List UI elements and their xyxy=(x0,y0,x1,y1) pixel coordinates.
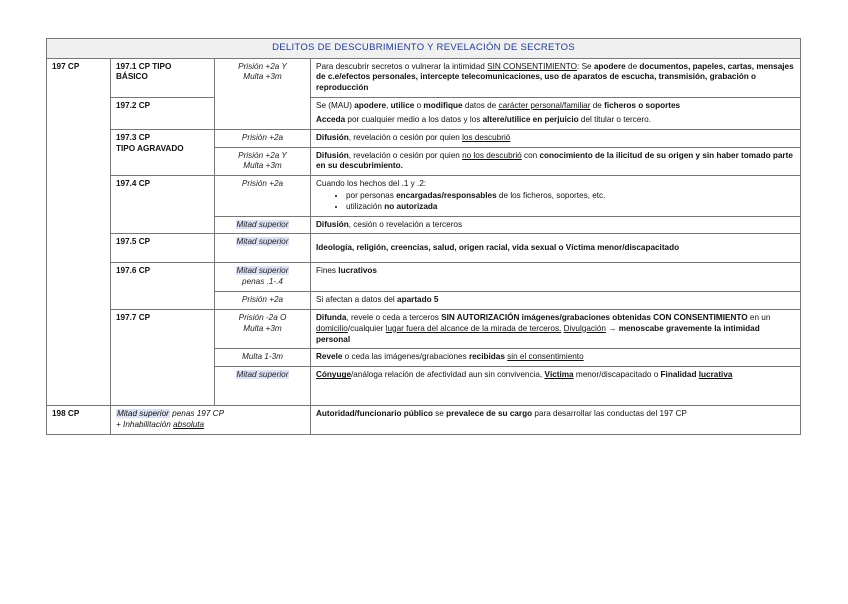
penalty-cell: Multa 1-3m xyxy=(215,349,311,367)
description-cell: Difusión, cesión o revelación a terceros xyxy=(311,216,801,234)
penalty-cell: Prisión -2a O Multa +3m xyxy=(215,309,311,348)
description-cell: Se (MAU) apodere, utilice o modifique datos de carácter personal/familiar de ficheros o soportes Acceda por cualquier medio a los datos y los altere/utilice en perjuicio del titular o tercero. xyxy=(311,98,801,130)
penalty-cell: Mitad superior xyxy=(215,367,311,406)
penalty-cell: Mitad superior xyxy=(215,216,311,234)
list-item: • por personas encargadas/responsables de los ficheros, soportes, etc. xyxy=(346,191,795,202)
penalty-cell: Prisión +2a xyxy=(215,292,311,310)
description-cell: Cónyuge/análoga relación de afectividad aun sin convivencia, Víctima menor/discapacitado o Finalidad lucrativa xyxy=(311,367,801,406)
penalty-cell: Prisión +2a Y Multa +3m xyxy=(215,147,311,176)
table-row xyxy=(47,406,801,435)
description-cell: Difusión, revelación o cesión por quien no los descubrió con conocimiento de la ilicitud de su origen y sin haber tomado parte en su descubrimiento. xyxy=(311,147,801,176)
description-cell: Difusión, revelación o cesión por quien los descubrió xyxy=(311,129,801,147)
bullet-list xyxy=(316,191,795,213)
title-row xyxy=(47,39,801,59)
arrow-right-icon: → xyxy=(605,323,619,333)
penalty-cell: Prisión +2a xyxy=(215,129,311,147)
description-cell: Si afectan a datos del apartado 5 xyxy=(311,292,801,310)
subarticle-197-1: 197.1 CP TIPO BÁSICO xyxy=(111,58,215,97)
penalty-cell: Mitad superior penas 197 CP + Inhabilitación absoluta xyxy=(111,406,311,435)
subarticle-197-6: 197.6 CP xyxy=(111,263,215,309)
description-cell: Difunda, revele o ceda a terceros SIN AUTORIZACIÓN imágenes/grabaciones obtenidas CON CONSENTIMIENTO en un domicilio/cualquier lugar fuera del alcance de la mirada de terceros. Divulgación → menoscabe gravemente la intimidad personal xyxy=(311,309,801,348)
penalty-cell: Prisión +2a xyxy=(215,176,311,216)
description-cell: Ideología, religión, creencias, salud, origen racial, vida sexual o Víctima menor/discapacitado xyxy=(311,234,801,263)
subarticle-197-4: 197.4 CP xyxy=(111,176,215,234)
description-cell: Autoridad/funcionario público se prevalece de su cargo para desarrollar las conductas del 197 CP xyxy=(311,406,801,435)
article-198: 198 CP xyxy=(47,406,111,435)
list-item: • utilización no autorizada xyxy=(346,202,795,213)
table-row xyxy=(47,309,801,348)
description-cell: Para descubrir secretos o vulnerar la intimidad SIN CONSENTIMIENTO: Se apodere de documentos, papeles, cartas, mensajes de c.e/efectos personales, intercepte telecomunicaciones, uso de aparatos de escucha, transmisión, grabación o reproducción xyxy=(311,58,801,97)
subarticle-197-7: 197.7 CP xyxy=(111,309,215,405)
table-row xyxy=(47,234,801,263)
penalty-cell: Prisión +2a Y Multa +3m xyxy=(215,58,311,129)
penalty-cell: Mitad superior penas .1-.4 xyxy=(215,263,311,292)
table-row xyxy=(47,98,801,130)
crimes-table xyxy=(46,38,801,435)
subarticle-197-5: 197.5 CP xyxy=(111,234,215,263)
penalty-cell: Mitad superior xyxy=(215,234,311,263)
table-row xyxy=(47,58,801,97)
description-cell: Cuando los hechos del .1 y .2: • por personas encargadas/responsables de los ficheros, soportes, etc. • utilización no autorizada xyxy=(311,176,801,216)
description-cell: Fines lucrativos xyxy=(311,263,801,292)
subarticle-197-2: 197.2 CP xyxy=(111,98,215,130)
table-row xyxy=(47,263,801,292)
table-title: DELITOS DE DESCUBRIMIENTO Y REVELACIÓN DE SECRETOS xyxy=(47,39,801,59)
description-cell: Revele o ceda las imágenes/grabaciones recibidas sin el consentimiento xyxy=(311,349,801,367)
table-row xyxy=(47,129,801,147)
article-197: 197 CP xyxy=(47,58,111,406)
table-row xyxy=(47,176,801,216)
subarticle-197-3: 197.3 CP TIPO AGRAVADO xyxy=(111,129,215,175)
